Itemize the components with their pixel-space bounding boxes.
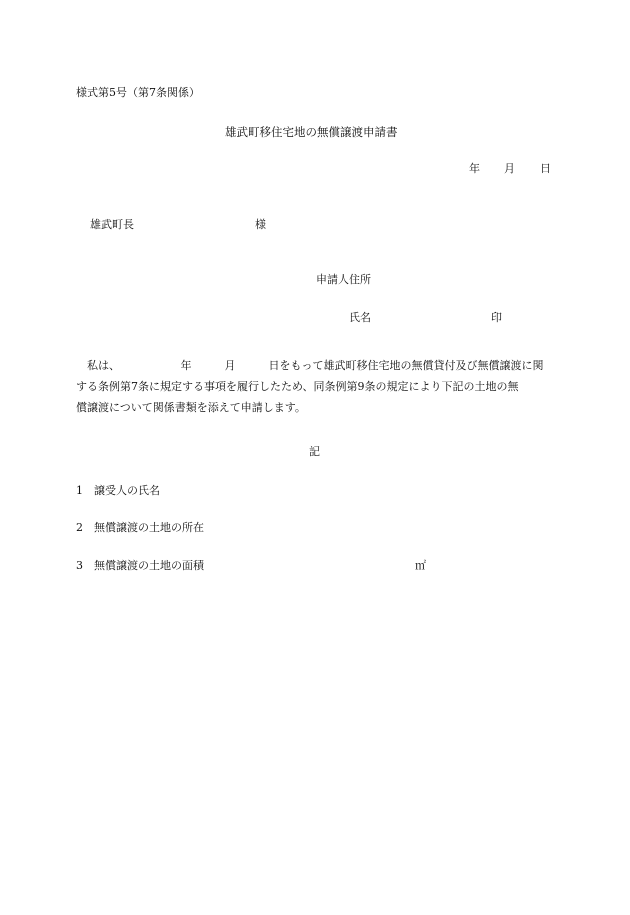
- date-day: 日: [540, 162, 551, 175]
- applicant-name-label: 氏名: [349, 311, 371, 324]
- item-number: 1: [76, 484, 83, 497]
- item-number: 2: [76, 521, 83, 534]
- statement-line: する条例第7条に規定する事項を履行したため、同条例第9条の規定により下記の土地の無: [76, 380, 519, 393]
- ki-heading: 記: [309, 445, 320, 458]
- form-number: 様式第5号（第7条関係）: [76, 86, 200, 99]
- addressee-honorific: 様: [255, 218, 266, 231]
- item-label: 無償譲渡の土地の所在: [94, 521, 204, 534]
- item-label: 無償譲渡の土地の面積: [94, 559, 204, 572]
- item-number: 3: [76, 559, 83, 572]
- addressee-name: 雄武町長: [90, 218, 134, 231]
- date-month: 月: [504, 162, 515, 175]
- statement-line: 私は、 年 月 日をもって雄武町移住宅地の無償貸付及び無償譲渡に関: [76, 359, 544, 372]
- item-label: 譲受人の氏名: [94, 484, 160, 497]
- area-unit: ㎡: [415, 559, 426, 572]
- document-title: 雄武町移住宅地の無償譲渡申請書: [225, 125, 398, 139]
- seal-mark: 印: [491, 311, 502, 324]
- date-year: 年: [469, 162, 480, 175]
- application-statement: [76, 355, 554, 418]
- applicant-address-label: 申請人住所: [316, 273, 371, 286]
- statement-line: 償譲渡について関係書類を添えて申請します。: [76, 401, 306, 414]
